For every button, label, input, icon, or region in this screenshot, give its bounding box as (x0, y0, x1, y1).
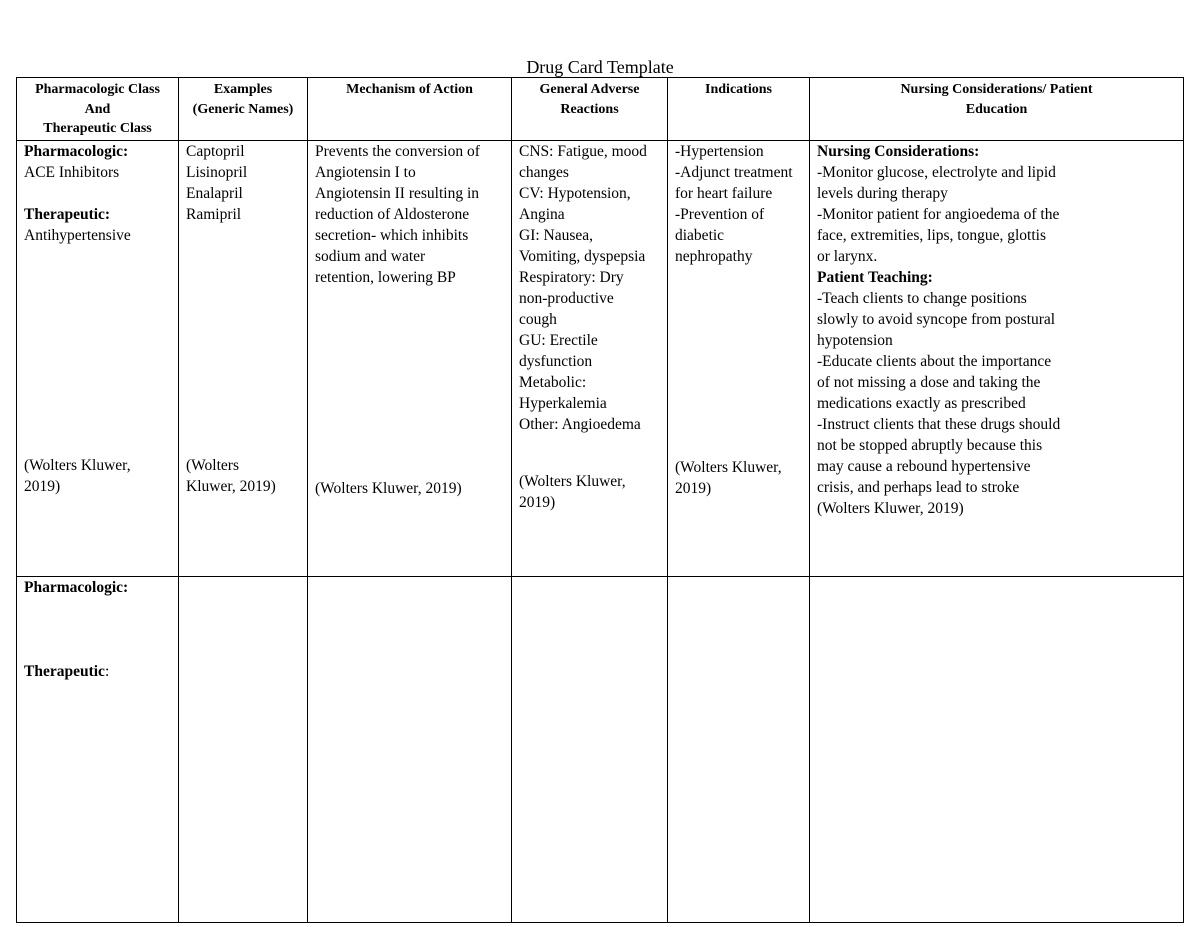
teaching-line: not be stopped abruptly because this (817, 436, 1043, 454)
reference (186, 455, 276, 497)
teaching-line: of not missing a dose and taking the (817, 373, 1041, 391)
adverse-line: dysfunction (519, 352, 593, 370)
teaching-line: may cause a rebound hypertensive (817, 457, 1031, 475)
header-text: Nursing Considerations/ Patient (900, 82, 1093, 97)
nursing-line: or larynx. (817, 247, 878, 265)
indications-cell (668, 140, 810, 576)
table-row (17, 576, 1184, 922)
reference-line: (Wolters (186, 456, 239, 474)
adverse-line: Other: Angioedema (519, 415, 641, 433)
therapeutic-label: Therapeutic: (24, 205, 111, 223)
adverse-line: non-productive (519, 289, 614, 307)
header-text: Indications (705, 82, 772, 97)
reference-line: (Wolters Kluwer, (24, 456, 131, 474)
patient-teaching-label: Patient Teaching: (817, 268, 933, 286)
pharmacologic-label: Pharmacologic: (24, 578, 129, 596)
reference-line: (Wolters Kluwer, (519, 472, 626, 490)
mechanism-line: retention, lowering BP (315, 268, 456, 286)
header-text: Therapeutic Class (43, 121, 152, 136)
examples-cell (179, 140, 308, 576)
teaching-line: crisis, and perhaps lead to stroke (817, 478, 1020, 496)
reference-line: 2019) (519, 493, 556, 511)
nursing-cell-empty (810, 576, 1184, 922)
header-class (17, 78, 179, 141)
example-item: Enalapril (186, 184, 243, 202)
mechanism-line: secretion- which inhibits (315, 226, 469, 244)
mechanism-line: Angiotensin II resulting in (315, 184, 480, 202)
header-text: (Generic Names) (192, 101, 294, 117)
header-text: General Adverse (539, 82, 640, 97)
indication-line: -Hypertension (675, 142, 764, 160)
example-item: Lisinopril (186, 163, 248, 181)
teaching-line: hypotension (817, 331, 893, 349)
header-row (17, 78, 1184, 141)
indication-line: -Adjunct treatment (675, 163, 793, 181)
nursing-cell (810, 140, 1184, 576)
class-cell-empty (17, 576, 179, 922)
teaching-line: slowly to avoid syncope from postural (817, 310, 1056, 328)
page-title: Drug Card Template (526, 57, 674, 77)
adverse-line: Angina (519, 205, 565, 223)
reference-line: 2019) (675, 479, 712, 497)
indications-cell-empty (668, 576, 810, 922)
adverse-line: CNS: Fatigue, mood (519, 142, 647, 160)
header-indications (668, 78, 810, 141)
mechanism-cell-empty (308, 576, 512, 922)
nursing-line: -Monitor glucose, electrolyte and lipid (817, 163, 1056, 181)
pharmacologic-value: ACE Inhibitors (24, 163, 120, 181)
mechanism-line: reduction of Aldosterone (315, 205, 470, 223)
reference (675, 457, 782, 499)
nursing-line: levels during therapy (817, 184, 948, 202)
reference (24, 455, 131, 497)
table-row (17, 140, 1184, 576)
indication-line: -Prevention of (675, 205, 765, 223)
mechanism-line: sodium and water (315, 247, 426, 265)
header-text: Reactions (560, 101, 619, 117)
teaching-line: -Teach clients to change positions (817, 289, 1027, 307)
adverse-line: GU: Erectile (519, 331, 598, 349)
adverse-line: CV: Hypotension, (519, 184, 631, 202)
indication-line: diabetic (675, 226, 725, 244)
adverse-line: Respiratory: Dry (519, 268, 624, 286)
header-adverse (512, 78, 668, 141)
adverse-line: Metabolic: (519, 373, 587, 391)
header-examples (179, 78, 308, 141)
mechanism-cell (308, 140, 512, 576)
teaching-line: (Wolters Kluwer, 2019) (817, 499, 964, 517)
reference-line: Kluwer, 2019) (186, 477, 276, 495)
adverse-cell (512, 140, 668, 576)
header-mechanism (308, 78, 512, 141)
reference-line: (Wolters Kluwer, (675, 458, 782, 476)
reference-line: 2019) (24, 477, 61, 495)
therapeutic-colon: : (104, 662, 110, 680)
therapeutic-label-text: Therapeutic (24, 662, 105, 680)
mechanism-line: Prevents the conversion of (315, 142, 480, 160)
adverse-line: Hyperkalemia (519, 394, 607, 412)
example-item: Captopril (186, 142, 245, 160)
header-text: Pharmacologic Class (35, 82, 160, 97)
nursing-line: face, extremities, lips, tongue, glottis (817, 226, 1047, 244)
examples-cell-empty (179, 576, 308, 922)
header-nursing (810, 78, 1184, 141)
nursing-line: -Monitor patient for angioedema of the (817, 205, 1060, 223)
indication-line: for heart failure (675, 184, 773, 202)
therapeutic-label (24, 661, 171, 682)
therapeutic-value: Antihypertensive (24, 226, 131, 244)
indication-line: nephropathy (675, 247, 753, 265)
reference-line: (Wolters Kluwer, 2019) (315, 479, 462, 497)
adverse-line: changes (519, 163, 569, 181)
reference (519, 471, 626, 513)
reference (315, 478, 462, 499)
teaching-line: medications exactly as prescribed (817, 394, 1026, 412)
nursing-considerations-label: Nursing Considerations: (817, 142, 980, 160)
adverse-line: GI: Nausea, (519, 226, 594, 244)
teaching-line: -Instruct clients that these drugs should (817, 415, 1061, 433)
example-item: Ramipril (186, 205, 242, 223)
mechanism-line: Angiotensin I to (315, 163, 416, 181)
teaching-line: -Educate clients about the importance (817, 352, 1052, 370)
header-text: Education (965, 101, 1028, 117)
adverse-line: cough (519, 310, 557, 328)
pharmacologic-label: Pharmacologic: (24, 142, 129, 160)
adverse-line: Vomiting, dyspepsia (519, 247, 646, 265)
class-cell (17, 140, 179, 576)
drug-card-table (16, 77, 1184, 923)
header-text: Examples (213, 82, 273, 97)
header-text: Mechanism of Action (346, 82, 473, 97)
adverse-cell-empty (512, 576, 668, 922)
header-text: And (84, 101, 111, 117)
